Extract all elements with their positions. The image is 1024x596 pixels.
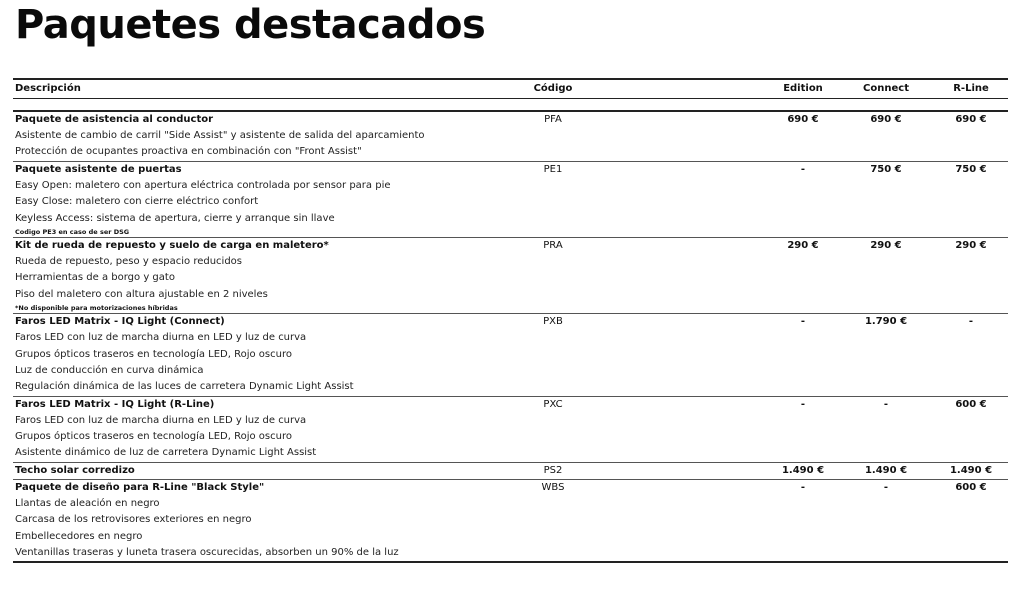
package-item (13, 379, 1008, 395)
package-block (13, 162, 1008, 238)
price-connect: 1.490 € (864, 464, 908, 476)
price-edition: - (800, 163, 806, 175)
price-connect: 290 € (870, 239, 902, 251)
price-edition: 1.490 € (781, 464, 825, 476)
package-item (13, 347, 1008, 363)
table-header (13, 78, 1008, 99)
package-item (13, 128, 1008, 144)
package-row (13, 314, 1008, 330)
package-code: PRA (543, 239, 563, 251)
package-item (13, 330, 1008, 346)
package-item (13, 270, 1008, 286)
package-block (13, 480, 1008, 564)
package-row (13, 463, 1008, 479)
package-block (13, 314, 1008, 397)
package-note-text: *No disponible para motorizaciones híbridas (15, 304, 178, 313)
price-connect: 690 € (870, 114, 902, 125)
package-code: PS2 (543, 464, 563, 476)
price-rline: 1.490 € (949, 464, 993, 476)
package-item-text: Rueda de repuesto, peso y espacio reducidos (15, 255, 243, 267)
package-item-text: Easy Open: maletero con apertura eléctrica controlada por sensor para pie (15, 179, 391, 191)
package-item (13, 194, 1008, 210)
header-rline: R-Line (953, 83, 989, 94)
package-row (13, 112, 1008, 128)
package-name: Paquete de diseño para R-Line "Black Style" (15, 481, 265, 493)
package-row (13, 480, 1008, 496)
packages-body (13, 112, 1008, 563)
package-item (13, 413, 1008, 429)
package-item (13, 178, 1008, 194)
package-item (13, 445, 1008, 461)
page-title: Paquetes destacados (15, 2, 486, 48)
price-connect: - (883, 398, 889, 410)
header-description: Descripción (15, 83, 81, 94)
package-item (13, 512, 1008, 528)
package-name: Paquete asistente de puertas (15, 163, 182, 175)
package-item (13, 211, 1008, 227)
package-item-text: Faros LED con luz de marcha diurna en LED y luz de curva (15, 414, 307, 426)
price-rline: - (968, 316, 974, 328)
price-rline: 290 € (955, 239, 987, 251)
package-item-text: Carcasa de los retrovisores exteriores en negro (15, 514, 252, 526)
price-edition: - (800, 316, 806, 328)
package-item-text: Protección de ocupantes proactiva en combinación con "Front Assist" (15, 146, 362, 158)
header-connect: Connect (863, 83, 909, 94)
package-item (13, 363, 1008, 379)
package-row (13, 238, 1008, 254)
package-item (13, 496, 1008, 512)
package-item (13, 144, 1008, 160)
package-item (13, 254, 1008, 270)
package-note (13, 303, 1008, 313)
package-item-text: Grupos ópticos traseros en tecnología LED, Rojo oscuro (15, 431, 292, 443)
header-code: Código (533, 83, 573, 94)
package-item-text: Ventanillas traseras y luneta trasera oscurecidas, absorben un 90% de la luz (15, 547, 399, 559)
package-item-text: Grupos ópticos traseros en tecnología LED, Rojo oscuro (15, 348, 292, 360)
package-note-text: Codigo PE3 en caso de ser DSG (15, 227, 130, 236)
package-block (13, 463, 1008, 480)
package-name: Faros LED Matrix - IQ Light (Connect) (15, 316, 225, 328)
price-edition: 290 € (787, 239, 819, 251)
price-edition: 690 € (787, 114, 819, 125)
package-name: Faros LED Matrix - IQ Light (R-Line) (15, 398, 215, 410)
package-item-text: Embellecedores en negro (15, 530, 143, 542)
price-rline: 600 € (955, 398, 987, 410)
price-edition: - (800, 398, 806, 410)
package-item-text: Regulación dinámica de las luces de carretera Dynamic Light Assist (15, 381, 354, 393)
package-row (13, 397, 1008, 413)
package-item-text: Luz de conducción en curva dinámica (15, 364, 204, 376)
price-connect: - (883, 481, 889, 493)
price-connect: 750 € (870, 163, 902, 175)
package-block (13, 397, 1008, 463)
price-rline: 690 € (955, 114, 987, 125)
package-name: Techo solar corredizo (15, 464, 135, 476)
price-connect: 1.790 € (864, 316, 908, 328)
package-item (13, 429, 1008, 445)
package-code: PFA (544, 114, 562, 125)
package-item (13, 287, 1008, 303)
package-item-text: Piso del maletero con altura ajustable en 2 niveles (15, 288, 268, 300)
package-item-text: Easy Close: maletero con cierre eléctrico confort (15, 196, 259, 208)
price-rline: 750 € (955, 163, 987, 175)
header-spacer (13, 99, 1008, 112)
package-item (13, 529, 1008, 545)
price-rline: 600 € (955, 481, 987, 493)
package-item-text: Faros LED con luz de marcha diurna en LED y luz de curva (15, 332, 307, 344)
package-code: PXB (543, 316, 563, 328)
package-item-text: Herramientas de a borgo y gato (15, 272, 175, 284)
package-block (13, 238, 1008, 314)
package-block (13, 112, 1008, 162)
package-code: PE1 (543, 163, 563, 175)
package-name: Paquete de asistencia al conductor (15, 114, 214, 125)
package-item-text: Llantas de aleación en negro (15, 497, 160, 509)
package-item-text: Keyless Access: sistema de apertura, cierre y arranque sin llave (15, 212, 335, 224)
package-item-text: Asistente de cambio de carril "Side Assist" y asistente de salida del aparcamiento (15, 130, 425, 141)
package-code: PXC (543, 398, 563, 410)
price-edition: - (800, 481, 806, 493)
package-code: WBS (541, 481, 565, 493)
package-note (13, 227, 1008, 237)
package-name: Kit de rueda de repuesto y suelo de carga en maletero* (15, 239, 329, 251)
header-edition: Edition (783, 83, 823, 94)
package-row (13, 162, 1008, 178)
package-item-text: Asistente dinámico de luz de carretera Dynamic Light Assist (15, 447, 317, 459)
packages-table (13, 78, 1008, 563)
package-item (13, 545, 1008, 561)
